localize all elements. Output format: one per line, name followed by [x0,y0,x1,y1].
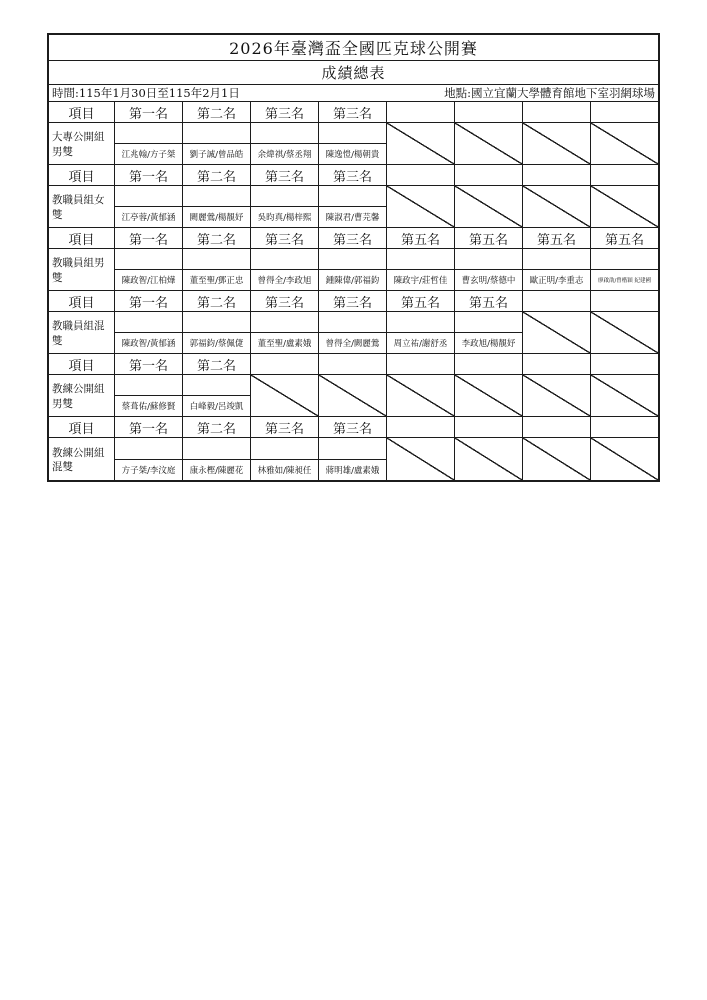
empty-subcell [183,123,250,144]
section-header-row [49,417,658,438]
na-diagonal-cell [523,375,591,416]
empty-subcell [183,375,250,396]
winner-cell [183,249,251,290]
winner-names: 江兆翰/方子桀 [121,150,176,160]
winner-names: 陳政宇/莊哲佳 [393,276,448,286]
winner-cell [319,186,387,227]
time-label: 時間:115年1月30日至115年2月1日 [52,86,240,100]
winner-cell [591,249,658,290]
section-body-row [49,123,658,165]
rank-header-cell: 第三名 [319,291,387,311]
rank-header-cell: 第二名 [183,291,251,311]
winner-cell [251,186,319,227]
winner-cell [251,438,319,480]
rank-header-cell: 第二名 [183,228,251,248]
na-diagonal-cell [591,123,658,164]
rank-header-cell [455,165,523,185]
page-title: 2026年臺灣盃全國匹克球公開賽 [49,35,658,61]
event-label-cell: 大專公開組男雙 [49,123,115,164]
rank-header-cell [523,417,591,437]
result-section [49,165,658,228]
winner-cell [115,123,183,164]
rank-header-cell: 第三名 [319,102,387,122]
empty-subcell [115,123,182,144]
event-label-cell: 教練公開組混雙 [49,438,115,480]
rank-header-cell: 第三名 [319,417,387,437]
empty-subcell [455,312,522,333]
rank-header-cell: 第三名 [319,165,387,185]
winner-cell [115,186,183,227]
winner-names: 陳政智/黃郁涵 [121,339,176,349]
empty-subcell [319,438,386,460]
empty-subcell [251,438,318,460]
section-body-row [49,438,658,480]
winner-cell [251,123,319,164]
rank-header-cell [455,417,523,437]
empty-subcell [183,438,250,460]
empty-subcell [523,249,590,270]
empty-subcell [319,123,386,144]
rank-header-cell [523,102,591,122]
rank-header-cell [591,291,658,311]
item-header-cell: 項目 [49,354,115,374]
winner-names: 林雅如/陳昶任 [257,465,312,476]
winner-cell [115,438,183,480]
winner-names: 蔣明雄/盧素娥 [325,465,380,476]
event-label-cell: 教職員組男雙 [49,249,115,290]
info-row [49,85,658,102]
rank-header-cell: 第三名 [251,165,319,185]
winner-cell [115,375,183,416]
winner-cell [455,312,523,353]
empty-subcell [115,186,182,207]
result-section [49,417,658,480]
empty-subcell [319,312,386,333]
rank-header-cell: 第五名 [387,291,455,311]
na-diagonal-cell [591,438,658,480]
rank-header-cell: 第三名 [251,228,319,248]
winner-names: 劉子誠/曾品皓 [189,150,244,160]
rank-header-cell [591,165,658,185]
winner-cell [523,249,591,290]
winner-names: 康永樫/陳麗花 [189,465,244,476]
section-body-row [49,375,658,417]
winner-cell [115,249,183,290]
winner-names: 鍾陳偉/郭福鈞 [325,276,380,286]
winner-names: 陳逸愷/楊朝貴 [325,150,380,160]
winner-cell [183,186,251,227]
winner-cell [115,312,183,353]
empty-subcell [115,438,182,460]
winner-cell [455,249,523,290]
location-label: 地點:國立宜蘭大學體育館地下室羽網球場 [444,86,655,100]
rank-header-cell [591,102,658,122]
winner-names: 曾得全/李政旭 [257,276,312,286]
winner-cell [387,312,455,353]
rank-header-cell: 第二名 [183,417,251,437]
winner-cell [387,249,455,290]
empty-subcell [183,312,250,333]
section-header-row [49,354,658,375]
winner-names: 曹玄明/蔡德中 [461,276,516,286]
na-diagonal-cell [455,438,523,480]
result-section [49,228,658,291]
result-section [49,291,658,354]
na-diagonal-cell [591,186,658,227]
empty-subcell [591,249,658,270]
rank-header-cell [387,354,455,374]
section-header-row [49,228,658,249]
rank-header-cell [455,354,523,374]
winner-names: 江亭蓉/黃郁涵 [121,213,176,223]
na-diagonal-cell [455,375,523,416]
na-diagonal-cell [523,186,591,227]
winner-names: 余煒祺/蔡丞翔 [257,150,312,160]
winner-cell [183,375,251,416]
rank-header-cell: 第五名 [455,228,523,248]
empty-subcell [251,249,318,270]
winner-names: 周立祐/謝舒丞 [393,339,448,349]
na-diagonal-cell [251,375,319,416]
results-sheet [47,33,660,482]
rank-header-cell: 第三名 [251,291,319,311]
winner-cell [319,312,387,353]
empty-subcell [115,312,182,333]
rank-header-cell: 第五名 [455,291,523,311]
rank-header-cell: 第一名 [115,165,183,185]
rank-header-cell: 第一名 [115,291,183,311]
na-diagonal-cell [387,375,455,416]
empty-subcell [319,186,386,207]
winner-names: 吳昀真/楊梓熙 [257,213,312,223]
event-label-cell: 教練公開組男雙 [49,375,115,416]
na-diagonal-cell [523,312,591,353]
rank-header-cell [319,354,387,374]
winner-names: 李政旭/楊靚妤 [461,339,516,349]
item-header-cell: 項目 [49,165,115,185]
na-diagonal-cell [523,438,591,480]
item-header-cell: 項目 [49,228,115,248]
na-diagonal-cell [387,186,455,227]
section-header-row [49,165,658,186]
empty-subcell [455,249,522,270]
winner-cell [183,312,251,353]
winner-names: 董至聖/盧素娥 [257,339,312,349]
empty-subcell [115,375,182,396]
na-diagonal-cell [455,123,523,164]
winner-names: 董至聖/鄧正忠 [189,276,244,286]
results-table [49,102,658,480]
winner-names: 蔡葺佑/蘇修賢 [121,402,176,412]
winner-cell [251,312,319,353]
section-body-row [49,186,658,228]
event-label-cell: 教職員組女雙 [49,186,115,227]
result-section [49,102,658,165]
winner-cell [183,123,251,164]
na-diagonal-cell [591,375,658,416]
na-diagonal-cell [523,123,591,164]
empty-subcell [183,249,250,270]
empty-subcell [387,312,454,333]
winner-names: 白峰毅/呂竣凱 [189,402,244,412]
rank-header-cell: 第五名 [604,232,644,248]
empty-subcell [115,249,182,270]
empty-subcell [251,312,318,333]
empty-subcell [183,186,250,207]
rank-header-cell [523,291,591,311]
na-diagonal-cell [387,123,455,164]
rank-header-cell: 第一名 [115,354,183,374]
winner-names: 歐正明/李重志 [529,276,584,286]
rank-header-cell: 第五名 [387,228,455,248]
rank-header-cell [455,102,523,122]
na-diagonal-cell [455,186,523,227]
section-header-row [49,102,658,123]
rank-header-cell [251,354,319,374]
rank-header-cell: 第二名 [183,102,251,122]
rank-header-cell [523,165,591,185]
event-label-cell: 教職員組混雙 [49,312,115,353]
rank-header-cell: 第一名 [115,102,183,122]
section-body-row [49,312,658,354]
rank-header-cell: 第三名 [251,102,319,122]
rank-header-cell [387,417,455,437]
rank-header-cell [591,354,658,374]
section-header-row [49,291,658,312]
rank-header-cell: 第二名 [183,165,251,185]
winner-names: 郭福鈞/蔡佩倢 [189,339,244,349]
winner-cell [319,123,387,164]
rank-header-cell [387,165,455,185]
rank-header-cell: 第五名 [523,228,591,248]
empty-subcell [387,249,454,270]
item-header-cell: 項目 [49,417,115,437]
winner-names: 曾得全/闕麗鶯 [325,339,380,349]
winner-names: 廖啟劭/曾楷穎 紀建國 [597,278,652,284]
winner-names: 陳政智/江柏燁 [121,276,176,286]
winner-cell [319,438,387,480]
na-diagonal-cell [319,375,387,416]
page-subtitle: 成績總表 [49,61,658,85]
rank-header-cell: 第一名 [115,417,183,437]
item-header-cell: 項目 [49,291,115,311]
section-body-row [49,249,658,291]
rank-header-cell [523,354,591,374]
rank-header-cell: 第二名 [183,354,251,374]
result-section [49,354,658,417]
rank-header-cell [591,417,658,437]
rank-header-cell: 第三名 [251,417,319,437]
na-diagonal-cell [591,312,658,353]
rank-header-cell: 第一名 [115,228,183,248]
winner-cell [319,249,387,290]
winner-names: 闕麗鶯/楊靚妤 [189,213,244,223]
item-header-cell: 項目 [49,102,115,122]
winner-names: 方子桀/李汶庭 [121,465,176,476]
na-diagonal-cell [387,438,455,480]
rank-header-cell [387,102,455,122]
rank-header-cell: 第三名 [319,228,387,248]
winner-cell [183,438,251,480]
winner-cell [251,249,319,290]
empty-subcell [251,186,318,207]
winner-names: 陳淑君/曹芫馨 [325,213,380,223]
empty-subcell [319,249,386,270]
empty-subcell [251,123,318,144]
